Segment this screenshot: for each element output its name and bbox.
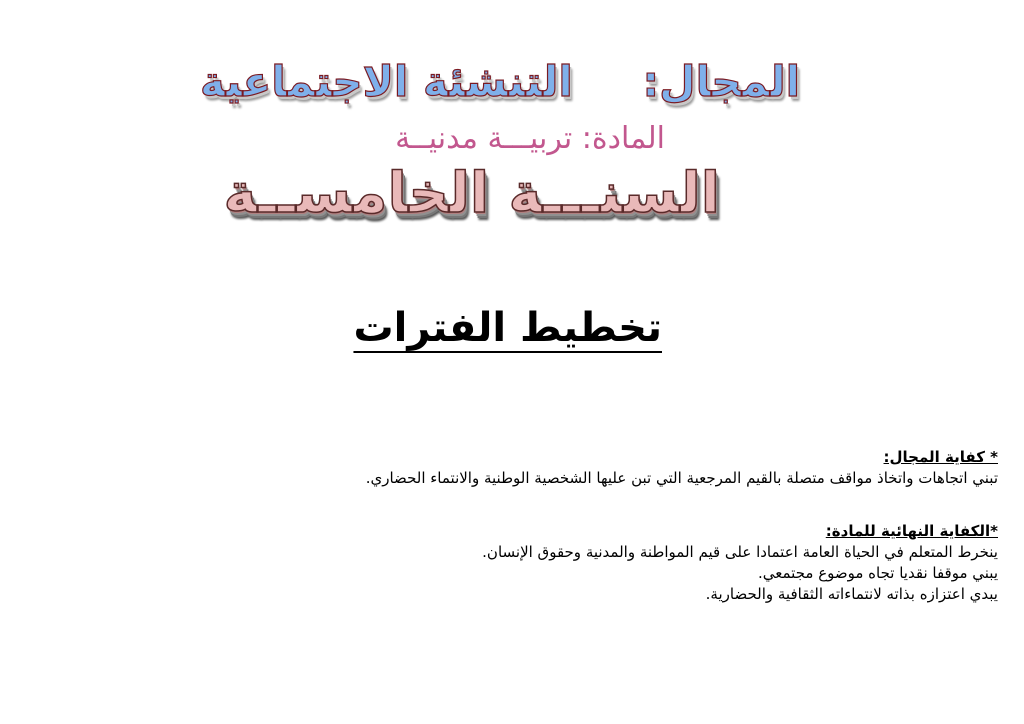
domain-value: التنشئة الاجتماعية	[200, 57, 573, 106]
final-competency-section	[238, 521, 998, 605]
domain-heading	[200, 52, 800, 112]
year-title: السنـــة الخامســة	[223, 161, 720, 226]
subject-line: المادة: تربيـــة مدنيــة	[395, 121, 665, 156]
final-competency-line: ينخرط المتعلم في الحياة العامة اعتمادا على قيم المواطنة والمدنية وحقوق الإنسان.	[482, 543, 998, 561]
domain-competency-heading: * كفاية المجال:	[883, 448, 998, 466]
domain-competency-line: تبني اتجاهات واتخاذ مواقف متصلة بالقيم المرجعية التي تبن عليها الشخصية الوطنية والانتماء الحضاري.	[365, 469, 998, 487]
final-competency-line: يبني موقفا نقديا تجاه موضوع مجتمعي.	[758, 564, 998, 582]
page-title: تخطيط الفترات	[353, 305, 662, 351]
final-competency-heading: *الكفاية النهائية للمادة:	[825, 522, 998, 540]
final-competency-line: يبدي اعتزازه بذاته لانتماءاته الثقافية والحضارية.	[705, 585, 998, 603]
domain-competency-section	[238, 447, 998, 489]
domain-label: المجال:	[642, 57, 800, 106]
